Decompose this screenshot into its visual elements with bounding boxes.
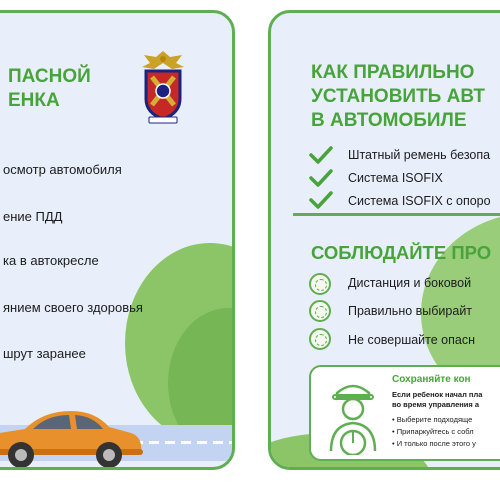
poster-title-line: КАК ПРАВИЛЬНО [311,62,475,83]
tip-bullet: • Припаркуйтесь с собл [392,427,474,436]
tip-title: Сохраняйте кон [392,374,471,385]
checkmark-icon [309,191,333,209]
poster-title-line: ЕНКА [8,90,60,111]
checkmark-icon [309,169,333,187]
safety-item: янием своего здоровья [3,300,143,315]
poster-title-line: В АВТОМОБИЛЕ [311,110,467,131]
driver-icon [323,375,383,455]
tip-lead-line: во время управления а [392,400,480,409]
install-method-item: Штатный ремень безопа [348,148,491,162]
rule-item: Дистанция и боковой [348,276,472,290]
car-illustration-icon [0,401,145,470]
rule-item: Не совершайте опасн [348,333,475,347]
police-emblem-icon [136,47,190,127]
tip-lead [392,390,482,410]
warning-icon [309,328,331,350]
left-poster-card [0,10,235,470]
poster-title-line: УСТАНОВИТЬ АВТ [311,86,485,107]
safety-item: шрут заранее [3,346,86,361]
section-divider [293,213,500,216]
tip-lead-line: Если ребенок начал пла [392,390,483,399]
poster-title [8,65,91,113]
distance-icon [309,273,331,295]
tip-bullet: • И только после этого у [392,439,476,448]
right-poster-card [268,10,500,470]
safety-item: ка в автокресле [3,253,99,268]
install-method-item: Система ISOFIX [348,171,443,185]
safety-item: ение ПДД [3,209,63,224]
speed-icon [309,300,331,322]
section-heading: СОБЛЮДАЙТЕ ПРО [311,242,492,263]
road-marking [133,441,232,444]
install-method-item: Система ISOFIX с опоро [348,194,491,208]
safety-item: осмотр автомобиля [3,162,122,177]
poster-title [311,61,485,133]
rule-item: Правильно выбирайт [348,304,473,318]
tip-bullet: • Выберите подходяще [392,415,473,424]
poster-title-line: ПАСНОЙ [8,66,91,87]
checkmark-icon [309,146,333,164]
